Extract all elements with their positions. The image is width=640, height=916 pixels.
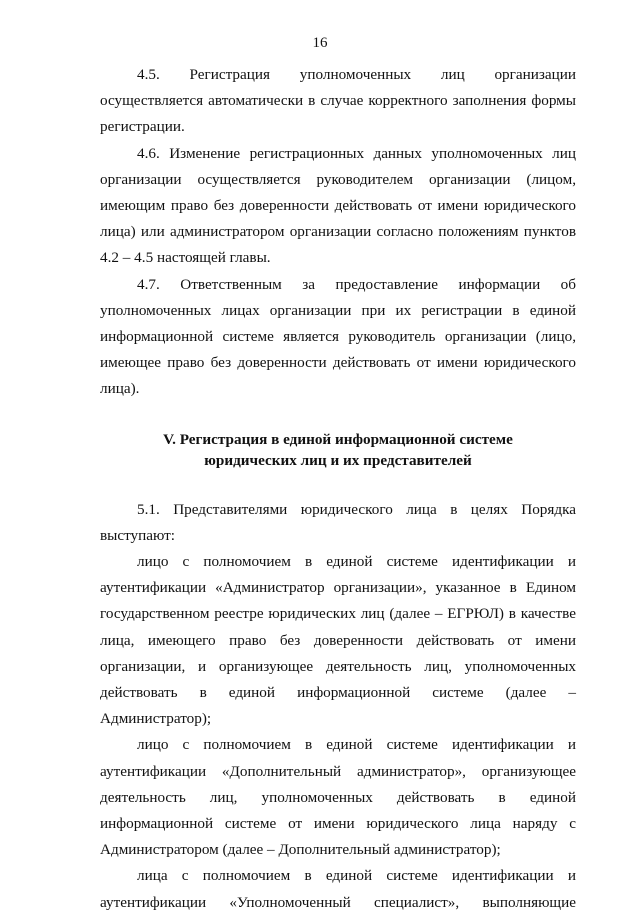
paragraph-4-6: 4.6. Изменение регистрационных данных уполномоченных лиц организации осуществляется руководителем организации (лицом, имеющим право без доверенности действовать от имени юридического лица) или администратором организации согласно положениям пунктов 4.2 – 4.5 настоящей главы. (100, 144, 576, 267)
section-heading-line-2: юридических лиц и их представителей (204, 451, 472, 469)
section-heading (100, 429, 576, 471)
paragraph-4-5: 4.5. Регистрация уполномоченных лиц организации осуществляется автоматически в случае корректного заполнения формы регистрации. (100, 66, 576, 136)
document-body (100, 62, 576, 916)
page-number: 16 (312, 35, 328, 51)
paragraph-additional-administrator: лицо с полномочием в единой системе идентификации и аутентификации «Дополнительный администратор», организующее деятельность лиц, уполномоченных действовать в единой информационной системе от имени юридического лица наряду с Администратором (далее – Дополнительный администратор); (100, 736, 576, 859)
paragraph-administrator: лицо с полномочием в единой системе идентификации и аутентификации «Администратор организации», указанное в Едином государственном реестре юридических лиц (далее – ЕГРЮЛ) в качестве лица, имеющего право без доверенности действовать от имени организации, и организующее деятельность лиц, уполномоченных действовать в единой информационной системе (далее – Администратор); (100, 553, 576, 728)
section-heading-line-1: V. Регистрация в единой информационной системе (163, 430, 513, 448)
paragraph-4-7: 4.7. Ответственным за предоставление информации об уполномоченных лицах организации при их регистрации в единой информационной системе является руководитель организации (лицо, имеющее право без доверенности действовать от имени юридического лица). (100, 275, 576, 398)
paragraph-authorized-specialist: лица с полномочием в единой системе идентификации и аутентификации «Уполномоченный специалист», выполняющие (100, 867, 576, 911)
paragraph-5-1: 5.1. Представителями юридического лица в целях Порядка выступают: (100, 500, 576, 544)
